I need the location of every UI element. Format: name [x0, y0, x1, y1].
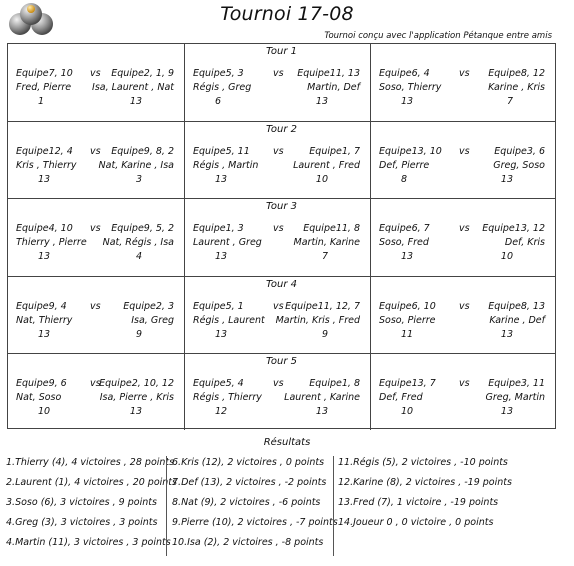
team2-label: Equipe13, 12: [482, 223, 545, 235]
ranking-entry: 8.Nat (9), 2 victoires , -6 points: [172, 497, 321, 508]
team1-score: 13: [401, 96, 414, 107]
team2-label: Equipe2, 1, 9: [111, 68, 174, 79]
team1-label: Equipe13, 10: [379, 146, 442, 158]
results-column: [172, 456, 338, 556]
team1-label: Equipe1, 3: [193, 223, 244, 235]
team1-score: 10: [38, 405, 51, 417]
team1-score: 13: [38, 251, 51, 263]
team2-label: Equipe2, 10, 12: [99, 377, 174, 389]
team1-score: 13: [38, 328, 51, 340]
team2-label: Equipe9, 5, 2: [111, 223, 174, 235]
team1-score: 12: [215, 405, 228, 417]
team2-players: Martin, Karine: [293, 237, 360, 249]
team2-score: 7: [506, 96, 513, 107]
vs-label: vs: [273, 223, 284, 235]
team2-players: Def, Kris: [504, 237, 545, 249]
ranking-entry: 12.Karine (8), 2 victoires , -19 points: [338, 477, 512, 488]
round-block: [8, 198, 555, 275]
team2-score: 10: [315, 174, 328, 186]
team2-label: Equipe9, 8, 2: [111, 146, 174, 158]
team2-players: Isa, Greg: [131, 314, 174, 326]
match-cell: [184, 199, 370, 275]
vs-label: vs: [459, 223, 470, 235]
team1-label: Equipe6, 4: [379, 68, 430, 79]
match-cell: [370, 354, 555, 430]
vs-label: vs: [273, 146, 284, 158]
team1-players: Soso, Thierry: [379, 82, 442, 93]
team2-score: 9: [135, 328, 142, 340]
team2-players: Laurent , Fred: [293, 160, 360, 172]
team2-label: Equipe3, 11: [488, 377, 545, 389]
team2-score: 3: [135, 174, 142, 186]
match-cell: [8, 277, 184, 353]
round-title: Tour 1: [266, 46, 297, 57]
team1-label: Equipe5, 11: [193, 146, 250, 158]
ranking-entry: 10.Isa (2), 2 victoires , -8 points: [172, 537, 324, 548]
team2-label: Equipe1, 8: [309, 377, 360, 389]
ranking-entry: 6.Kris (12), 2 victoires , 0 points: [172, 457, 325, 468]
vs-label: vs: [459, 68, 470, 79]
round-block: [8, 44, 555, 121]
team1-players: Soso, Pierre: [379, 314, 436, 326]
vs-label: vs: [90, 223, 101, 235]
team1-score: 13: [215, 174, 228, 186]
team1-label: Equipe5, 1: [193, 300, 244, 312]
team2-players: Karine , Def: [489, 314, 545, 326]
vs-label: vs: [273, 68, 284, 79]
team1-label: Equipe9, 6: [16, 377, 67, 389]
ranking-entry: 11.Régis (5), 2 victoires , -10 points: [338, 457, 508, 468]
team2-players: Karine , Kris: [488, 82, 545, 93]
team2-players: Martin, Kris , Fred: [275, 314, 360, 326]
vs-label: vs: [459, 377, 470, 389]
match-cell: [370, 122, 555, 198]
team2-score: 13: [315, 405, 328, 417]
match-cell: [184, 354, 370, 430]
team2-players: Greg, Soso: [493, 160, 545, 172]
team2-score: 4: [135, 251, 142, 263]
match-cell: [184, 122, 370, 198]
team1-players: Régis , Martin: [193, 160, 259, 172]
team1-players: Kris , Thierry: [16, 160, 77, 172]
team1-players: Fred, Pierre: [16, 82, 72, 93]
team1-label: Equipe7, 10: [16, 68, 73, 79]
ranking-entry: 14.Joueur 0 , 0 victoire , 0 points: [338, 517, 494, 528]
ranking-entry: 7.Def (13), 2 victoires , -2 points: [172, 477, 327, 488]
team1-score: 11: [401, 328, 414, 340]
ranking-entry: 13.Fred (7), 1 victoire , -19 points: [338, 497, 499, 508]
team1-score: 6: [215, 96, 222, 107]
team1-score: 13: [401, 251, 414, 263]
team2-label: Equipe8, 12: [488, 68, 545, 79]
match-cell: [184, 277, 370, 353]
vs-label: vs: [90, 377, 101, 389]
team1-players: Def, Pierre: [379, 160, 430, 172]
rounds-grid: [7, 43, 556, 429]
team2-label: Equipe3, 6: [494, 146, 545, 158]
page-subtitle: Tournoi conçu avec l'application Pétanque entre amis: [324, 31, 552, 41]
vs-label: vs: [90, 300, 101, 312]
team1-score: 1: [38, 96, 45, 107]
ranking-entry: 4.Martin (11), 3 victoires , 3 points: [6, 537, 171, 548]
match-cell: [370, 199, 555, 275]
team1-players: Nat, Soso: [16, 391, 62, 403]
team2-score: 13: [129, 96, 142, 107]
match-cell: [8, 44, 184, 121]
ranking-entry: 1.Thierry (4), 4 victoires , 28 points: [6, 457, 175, 468]
team2-players: Martin, Def: [307, 82, 360, 93]
team2-label: Equipe1, 7: [309, 146, 360, 158]
team2-score: 13: [500, 328, 513, 340]
match-cell: [8, 122, 184, 198]
team1-players: Soso, Fred: [379, 237, 429, 249]
team1-score: 13: [38, 174, 51, 186]
team1-players: Régis , Thierry: [193, 391, 262, 403]
results-column: [338, 456, 512, 536]
team1-label: Equipe12, 4: [16, 146, 73, 158]
match-cell: [184, 44, 370, 121]
column-divider: [166, 456, 167, 556]
match-cell: [370, 44, 555, 121]
team1-players: Def, Fred: [379, 391, 423, 403]
vs-label: vs: [459, 146, 470, 158]
vs-label: vs: [273, 300, 284, 312]
ranking-entry: 2.Laurent (1), 4 victoires , 20 points: [6, 477, 177, 488]
vs-label: vs: [273, 377, 284, 389]
team2-players: Greg, Martin: [485, 391, 545, 403]
round-title: Tour 5: [266, 355, 297, 367]
team2-players: Nat, Régis , Isa: [102, 237, 174, 249]
team1-players: Laurent , Greg: [193, 237, 262, 249]
round-title: Tour 4: [266, 278, 297, 290]
round-block: [8, 276, 555, 353]
column-divider: [333, 456, 334, 556]
round-block: [8, 353, 555, 430]
team2-score: 13: [129, 405, 142, 417]
team2-label: Equipe11, 13: [297, 68, 360, 79]
ranking-entry: 3.Soso (6), 3 victoires , 9 points: [6, 497, 157, 508]
team1-players: Nat, Thierry: [16, 314, 73, 326]
match-cell: [370, 277, 555, 353]
team2-score: 9: [321, 328, 328, 340]
team2-score: 13: [500, 405, 513, 417]
team2-label: Equipe11, 8: [303, 223, 360, 235]
team1-label: Equipe9, 4: [16, 300, 67, 312]
team1-label: Equipe6, 10: [379, 300, 436, 312]
team1-players: Régis , Laurent: [193, 314, 265, 326]
team2-label: Equipe2, 3: [123, 300, 174, 312]
round-block: [8, 121, 555, 198]
vs-label: vs: [459, 300, 470, 312]
team1-players: Régis , Greg: [193, 82, 252, 93]
round-title: Tour 2: [266, 124, 297, 136]
team1-score: 10: [401, 405, 414, 417]
team1-label: Equipe5, 3: [193, 68, 244, 79]
team2-score: 7: [321, 251, 328, 263]
results-title: Résultats: [263, 437, 311, 448]
team1-players: Thierry , Pierre: [16, 237, 87, 249]
team1-label: Equipe13, 7: [379, 377, 436, 389]
team2-score: 13: [500, 174, 513, 186]
team2-players: Nat, Karine , Isa: [98, 160, 174, 172]
team1-label: Equipe5, 4: [193, 377, 244, 389]
ranking-entry: 4.Greg (3), 3 victoires , 3 points: [6, 517, 158, 528]
page-title: Tournoi 17-08: [220, 3, 354, 25]
team2-players: Isa, Laurent , Nat: [92, 82, 174, 93]
ranking-entry: 9.Pierre (10), 2 victoires , -7 points: [172, 517, 338, 528]
team2-players: Laurent , Karine: [284, 391, 360, 403]
round-title: Tour 3: [266, 201, 297, 213]
vs-label: vs: [90, 146, 101, 158]
team2-score: 10: [500, 251, 513, 263]
team1-label: Equipe6, 7: [379, 223, 430, 235]
team1-score: 13: [215, 251, 228, 263]
team2-label: Equipe8, 13: [488, 300, 545, 312]
match-cell: [8, 354, 184, 430]
match-cell: [8, 199, 184, 275]
team1-label: Equipe4, 10: [16, 223, 73, 235]
results-column: [6, 456, 177, 556]
team2-label: Equipe11, 12, 7: [285, 300, 360, 312]
team2-players: Isa, Pierre , Kris: [99, 391, 174, 403]
team1-score: 8: [401, 174, 408, 186]
vs-label: vs: [90, 68, 101, 79]
team1-score: 13: [215, 328, 228, 340]
team2-score: 13: [315, 96, 328, 107]
